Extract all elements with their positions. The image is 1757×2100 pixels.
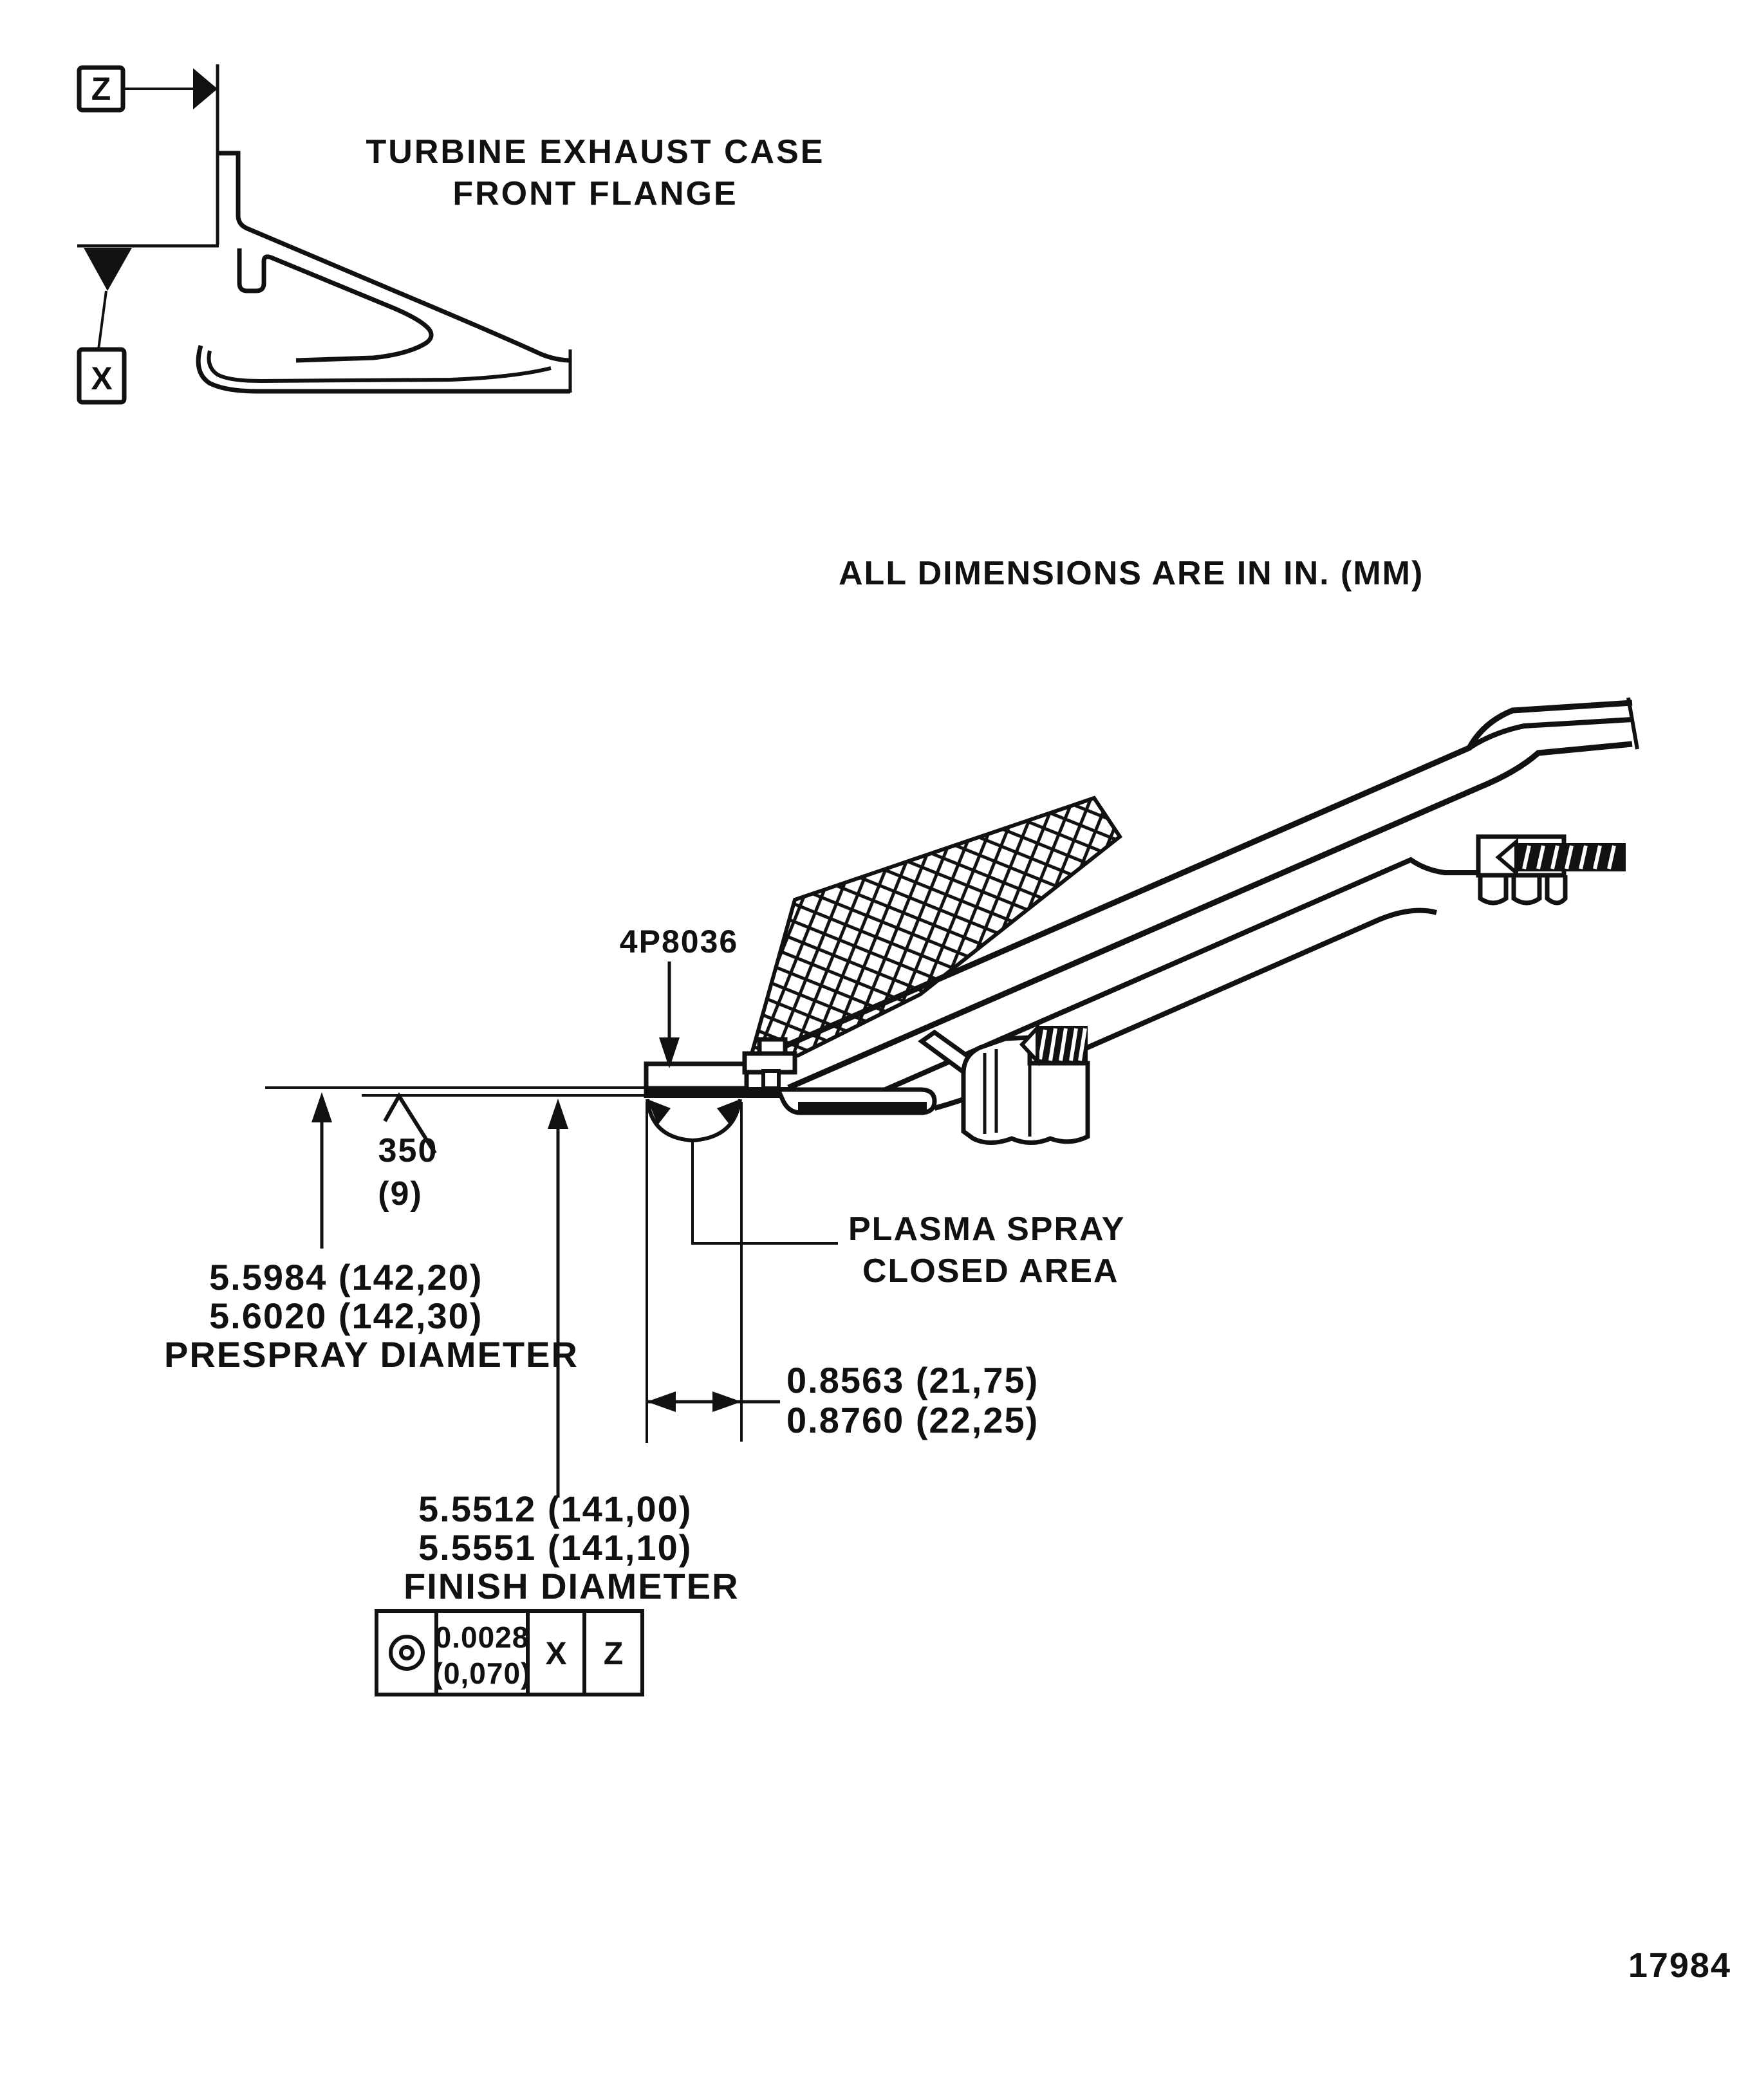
plasma-label-line1: PLASMA SPRAY	[848, 1211, 1126, 1248]
closed-area-dim-max: 0.8760 (22,25)	[786, 1400, 1039, 1440]
feature-control-frame	[376, 1611, 642, 1695]
fcf-secondary-datum: Z	[603, 1635, 624, 1671]
plasma-leader	[693, 1142, 838, 1243]
surface-finish-metric: (9)	[378, 1175, 423, 1213]
fcf-tolerance: 0.0028	[434, 1621, 530, 1654]
finish-arrowhead-icon	[548, 1099, 568, 1129]
rear-plate-bottom-band	[798, 1102, 927, 1111]
joint-bolt-shank	[763, 1071, 779, 1088]
main-section-view	[646, 698, 1637, 1143]
units-note: ALL DIMENSIONS ARE IN IN. (MM)	[839, 555, 1424, 592]
surface-finish-callout	[378, 1096, 438, 1213]
datum-z-label: Z	[91, 71, 111, 107]
title-line2: FRONT FLANGE	[452, 175, 738, 212]
closed-area-dim-min: 0.8563 (21,75)	[786, 1360, 1039, 1400]
fcf-primary-datum: X	[545, 1635, 567, 1671]
finish-dim-label: FINISH DIAMETER	[404, 1566, 739, 1606]
datum-x-label: X	[91, 360, 113, 396]
part-number-callout	[620, 924, 738, 1068]
finish-dim-max: 5.5551 (141,10)	[418, 1527, 693, 1568]
figure-number: 17984	[1628, 1946, 1731, 1985]
prespray-dimension	[164, 1092, 579, 1375]
datum-x-triangle-icon	[84, 248, 132, 291]
prespray-dim-label: PRESPRAY DIAMETER	[164, 1334, 579, 1375]
prespray-dim-min: 5.5984 (142,20)	[209, 1257, 483, 1297]
right-fitting-lugs	[1480, 875, 1565, 903]
datum-z-triangle-icon	[193, 68, 218, 109]
surface-finish-value: 350	[378, 1132, 438, 1169]
plasma-spray-callout	[693, 1142, 1125, 1290]
closed-area-arrowhead-left-icon	[647, 1391, 676, 1412]
datum-x-leader	[98, 291, 106, 349]
flange-slab	[646, 1064, 747, 1088]
mini-section-view	[77, 64, 572, 402]
prespray-arrowhead-icon	[311, 1092, 332, 1122]
closed-area-arrowhead-right-icon	[712, 1391, 741, 1412]
fcf-tolerance-mm: (0,070)	[432, 1657, 532, 1690]
part-number-label: 4P8036	[619, 924, 739, 960]
mini-profile-hook-outer	[198, 346, 570, 391]
prespray-dim-max: 5.6020 (142,30)	[209, 1296, 483, 1336]
title-line1: TURBINE EXHAUST CASE	[366, 133, 825, 171]
plasma-label-line2: CLOSED AREA	[862, 1252, 1119, 1290]
finish-dim-min: 5.5512 (141,00)	[418, 1489, 693, 1529]
title-block	[366, 133, 825, 212]
